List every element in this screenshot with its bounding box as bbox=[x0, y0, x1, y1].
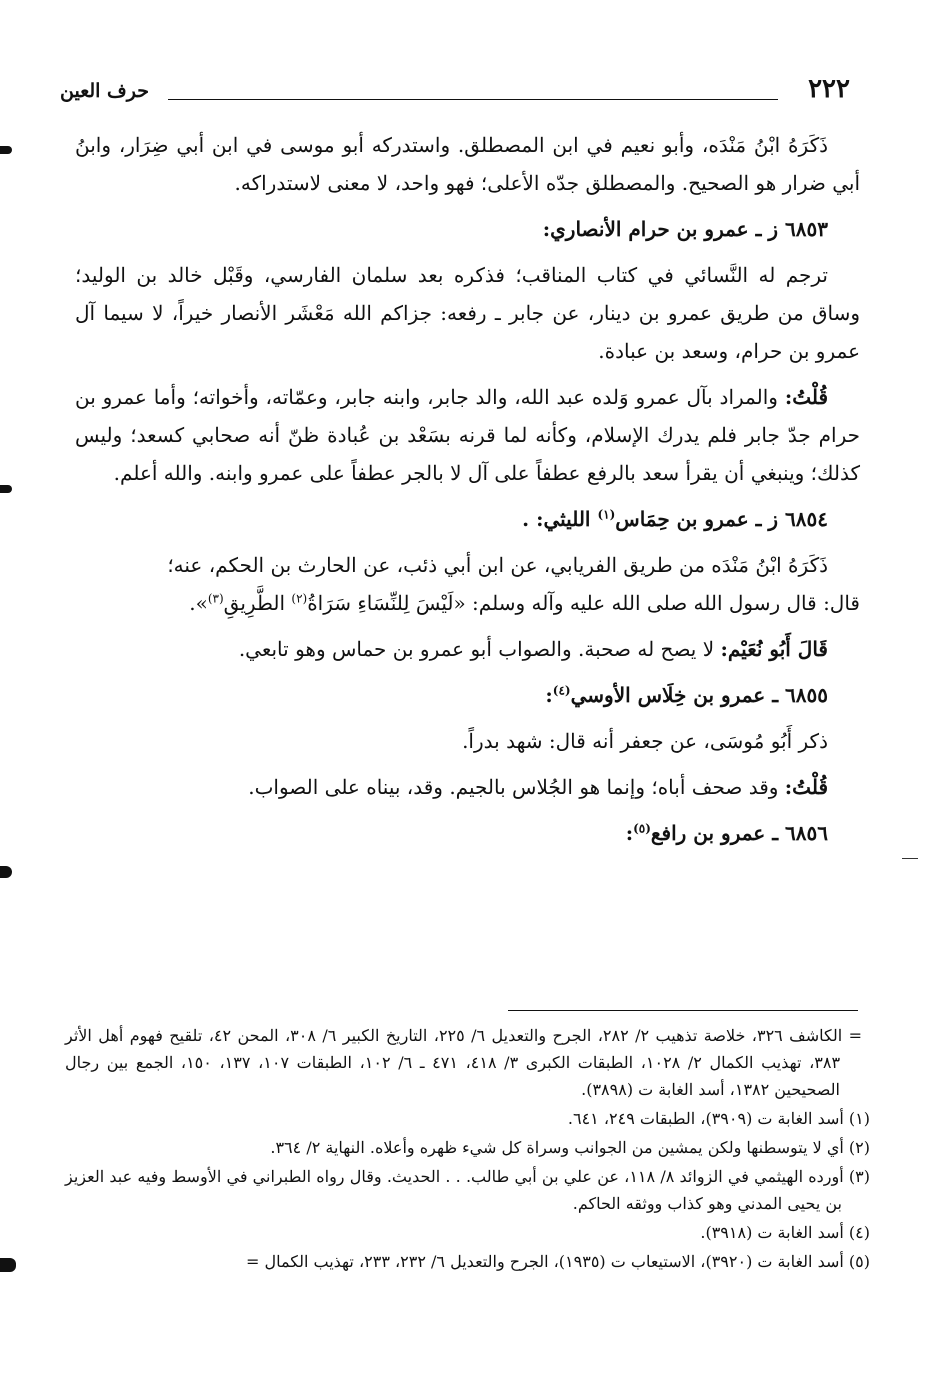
entry-title: ٦٨٥٦ ـ عمرو بن رافع bbox=[650, 821, 828, 845]
scan-edge-mark bbox=[0, 485, 12, 493]
qultu-label: قُلْتُ: bbox=[784, 385, 829, 409]
footnote-ref: (٣) bbox=[207, 591, 224, 606]
paragraph-text: والمراد بآل عمرو وَلده عبد الله، والد جابر، وابنه جابر، وعمّاته، وأخواته؛ وأما عمرو بن حرام جدّ جابر فلم يدرك الإسلام، وكأنه لما قرنه بسَعْد بن عُبادة ظنّ أنه صحابي كسعد؛ وليس كذلك؛ وينبغي أن يقرأ سعد بالرفع عطفاً على آل لا بالجر عطفاً على عمرو وابنه. والله أعلم. bbox=[75, 385, 860, 485]
footnote-2: (٢) أي لا يتوسطنها ولكن يمشين من الجوانب وسراة كل شيء ظهره وأعلاه. النهاية ٢/ ٣٦٤. bbox=[270, 1138, 870, 1157]
scan-edge-mark bbox=[0, 1258, 16, 1272]
footnote-5: (٥) أسد الغابة ت (٣٩٢٠)، الاستيعاب ت (١٩٣٥)، الجرح والتعديل ٦/ ٢٣٢، ٢٣٣، تهذيب الكمال = bbox=[246, 1252, 870, 1271]
entry-title-rest: : bbox=[625, 821, 634, 845]
entry-title: ٦٨٥٤ ز ـ عمرو بن حِمَاس bbox=[615, 507, 828, 531]
margin-mark bbox=[902, 858, 918, 859]
paragraph-text: وقد صحف أباه؛ وإنما هو الجُلاس بالجيم. وقد، بيناه على الصواب. bbox=[248, 775, 779, 799]
paragraph bbox=[75, 378, 860, 492]
paragraph bbox=[75, 584, 860, 622]
entry-heading-6853: ٦٨٥٣ ز ـ عمرو بن حرام الأنصاري: bbox=[542, 217, 828, 241]
footnote-3: (٣) أورده الهيثمي في الزوائد ٨/ ١١٨، عن علي بن أبي طالب. . . الحديث. وقال رواه الطبراني في الأوسط وفيه عبد العزيز بن يحيى المدني وهو كذاب ووثقه الحاكم. bbox=[65, 1167, 871, 1213]
page-header bbox=[60, 74, 850, 114]
paragraph: ذَكَرَهُ ابْنُ مَنْدَه من طريق الفريابي، عن ابن أبي ذئب، عن الحارث بن الحكم، عنه؛ bbox=[167, 553, 828, 577]
paragraph bbox=[75, 768, 860, 806]
footnote-continuation: = الكاشف ٣٢٦، خلاصة تذهيب ٢/ ٢٨٢، الجرح والتعديل ٦/ ٢٢٥، التاريخ الكبير ٦/ ٣٠٨، المحن ٤٢، تلقيح فهوم أهل الأثر ٣٨٣، تهذيب الكمال ٢/ ١٠٢٨، الطبقات الكبرى ٣/ ٤١٨، ٤٧١ ـ ٦/ ١٠٢، الطبقات ١٠٧، ١٣٧، ١٥٠، الجمع بين رجال الصحيحين ١٣٨٢، أسد الغابة ت (٣٨٩٨). bbox=[65, 1026, 862, 1099]
paragraph bbox=[75, 630, 860, 668]
abu-nuaym-label: قَالَ أَبُو نُعَيْم: bbox=[720, 637, 828, 661]
entry-title-rest: الليثي: . bbox=[522, 507, 591, 531]
entry-title-rest: : bbox=[545, 683, 553, 707]
scan-edge-mark bbox=[0, 866, 12, 878]
footnote-ref: (٥) bbox=[633, 821, 651, 836]
scan-edge-mark bbox=[0, 146, 12, 154]
entry-heading-6856 bbox=[75, 814, 860, 852]
footnote-4: (٤) أسد الغابة ت (٣٩١٨). bbox=[700, 1223, 870, 1242]
qultu-label: قُلْتُ: bbox=[784, 775, 828, 799]
hadith-close: ». bbox=[189, 591, 208, 615]
paragraph: ذَكَرَهُ ابْنُ مَنْدَه، وأبو نعيم في ابن المصطلق. واستدركه أبو موسى في ابن أبي ضِرَار، وابنُ أبي ضرار هو الصحيح. والمصطلق جدّه الأعلى؛ فهو واحد، لا معنى لاستدراكه. bbox=[75, 133, 860, 195]
footnote-ref: (٤) bbox=[552, 683, 571, 698]
entry-heading-6854 bbox=[75, 500, 860, 538]
header-rule bbox=[168, 99, 778, 100]
paragraph: ترجم له النَّسائي في كتاب المناقب؛ فذكره بعد سلمان الفارسي، وقَبْل خالد بن الوليد؛ وساق من طريق عمرو بن دينار، عن جابر ـ رفعه: جزاكم الله مَعْشَر الأنصار خيراً، لا سيما آل عمرو بن حرام، وسعد بن عبادة. bbox=[75, 263, 860, 363]
running-title: حرف العين bbox=[60, 80, 149, 102]
footnote-1: (١) أسد الغابة ت (٣٩٠٩)، الطبقات ٢٤٩، ٦٤١. bbox=[567, 1109, 870, 1128]
entry-title: ٦٨٥٥ ـ عمرو بن خِلَاس الأوسي bbox=[570, 683, 828, 707]
footnote-ref: (٢) bbox=[291, 591, 308, 606]
hadith-text: قال: قال رسول الله صلى الله عليه وآله وسلم: «لَيْسَ لِلنِّسَاءِ سَرَاةُ bbox=[307, 591, 860, 615]
entry-heading-6855 bbox=[75, 676, 860, 714]
paragraph-text: لا يصح له صحبة. والصواب أبو عمرو بن حماس وهو تابعي. bbox=[238, 637, 715, 661]
page-number: ٢٢٢ bbox=[808, 74, 850, 104]
paragraph: ذكر أَبُو مُوسَى، عن جعفر أنه قال: شهد بدراً. bbox=[462, 729, 828, 753]
footnote-ref: (١) bbox=[597, 507, 616, 522]
footnotes bbox=[65, 1022, 870, 1277]
hadith-text: الطَّرِيقِ bbox=[223, 591, 286, 615]
footnote-separator bbox=[508, 1010, 858, 1011]
main-text bbox=[75, 126, 860, 860]
